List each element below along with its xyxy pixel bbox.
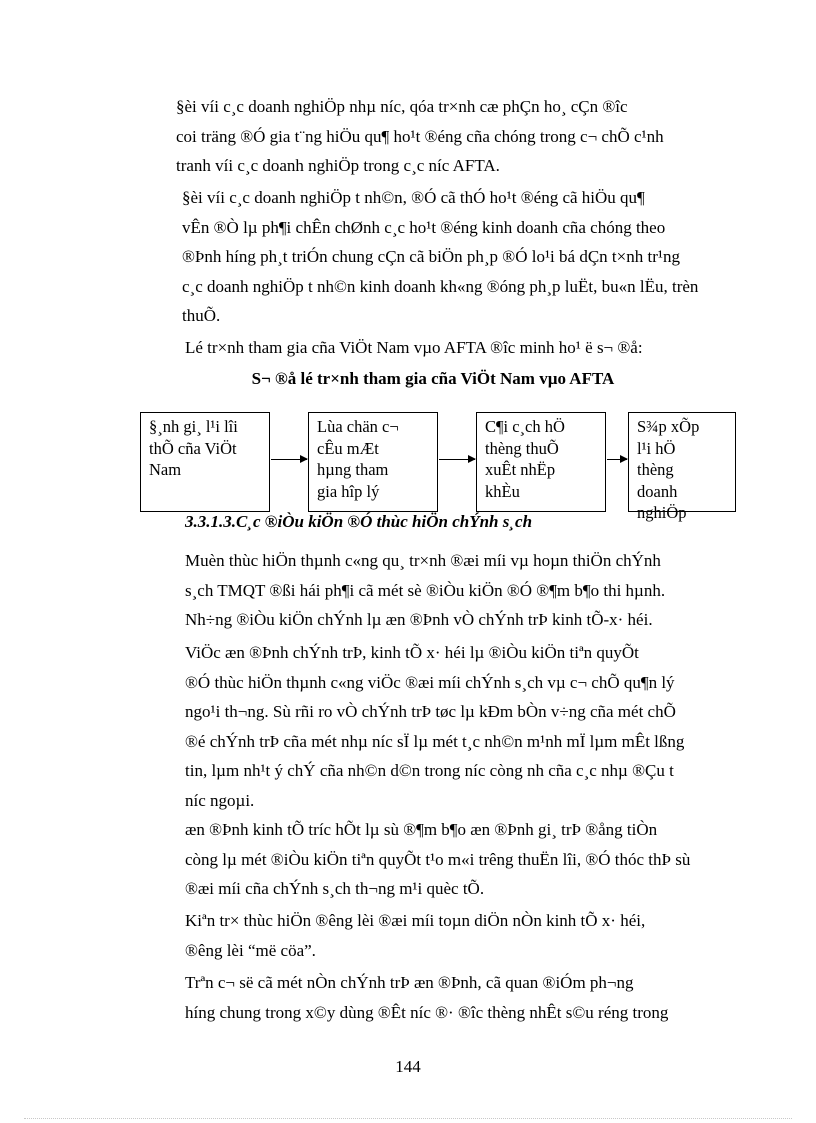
box-text-line: cÊu mÆt: [317, 438, 379, 458]
box-text-line: Lùa chän c¬: [317, 417, 399, 436]
diagram-caption: S¬ ®å lé tr×nh tham gia cña ViÖt Nam vµo AFTA: [251, 369, 615, 388]
text-line: ®êng lèi “më cöa”.: [185, 940, 316, 960]
paragraph-political-stability: [138, 638, 728, 815]
text-line: Kiªn tr× thùc hiÖn ®êng lèi ®æi míi toµn diÖn nÒn kinh tÕ x· héi,: [185, 911, 646, 930]
box-text-line: thÕ cña ViÖt: [149, 438, 237, 458]
diagram-box-select-goods: [308, 412, 438, 512]
arrow-icon: [439, 459, 475, 460]
box-text-line: nghiÖp: [637, 503, 687, 522]
paragraph-economic-stability: [138, 815, 728, 904]
section-heading: 3.3.1.3.C¸c ®iÒu kiÖn ®Ó thùc hiÖn chÝnh s¸ch: [185, 512, 533, 531]
text-line: tranh víi c¸c doanh nghiÖp trong c¸c níc AFTA.: [176, 156, 500, 175]
box-text-line: xuÊt nhËp: [485, 460, 556, 479]
box-text-line: Nam: [149, 460, 182, 479]
paragraph-roadmap-intro: [138, 333, 728, 363]
paragraph-political-foundation: [138, 968, 728, 1027]
text-line: híng chung trong x©y dùng ®Êt níc ®· ®îc thèng nhÊt s©u réng trong: [185, 1002, 669, 1022]
text-line: §èi víi c¸c doanh nghiÖp nhµ níc, qóa tr×nh cæ phÇn ho¸ cÇn ®îc: [176, 97, 628, 116]
paragraph-conditions: [138, 546, 728, 635]
arrow-icon: [607, 459, 627, 460]
text-line: níc ngoµi.: [185, 790, 255, 810]
text-line: æn ®Þnh kinh tÕ tríc hÕt lµ sù ®¶m b¶o æn ®Þnh gi¸ trÞ ®ång tiÒn: [185, 820, 658, 839]
text-line: còng lµ mét ®iÒu kiÖn tiªn quyÕt t¹o m«i trêng thuËn lîi, ®Ó thóc thÞ sù: [185, 849, 691, 869]
paragraph-private-enterprises: [138, 183, 728, 331]
box-text-line: hµng tham: [317, 460, 389, 479]
box-text-line: §¸nh gi¸ l¹i lîi: [149, 417, 238, 436]
diagram-box-restructure-enterprises: [628, 412, 736, 522]
text-line: Lé tr×nh tham gia cña ViÖt Nam vµo AFTA ®îc minh ho¹ ë s¬ ®å:: [185, 338, 643, 357]
paragraph-open-door-policy: [138, 906, 728, 965]
text-line: c¸c doanh nghiÖp t nh©n kinh doanh kh«ng ®óng ph¸p luËt, bu«n lËu, trèn: [182, 276, 699, 296]
page-number: 144: [395, 1057, 421, 1076]
text-line: Nh÷ng ®iÒu kiÖn chÝnh lµ æn ®Þnh vÒ chÝnh trÞ kinh tÕ-x· héi.: [185, 610, 653, 629]
box-text-line: C¶i c¸ch hÖ: [485, 417, 565, 436]
text-line: ngo¹i th¬ng. Sù rñi ro vÒ chÝnh trÞ tøc lµ kÐm bÒn v÷ng cña mét chÕ: [185, 702, 676, 721]
text-line: ®Þnh híng ph¸t triÓn chung cÇn cã biÖn ph¸p ®Ó lo¹i bá dÇn t×nh tr¹ng: [182, 247, 680, 266]
box-text-line: thèng: [637, 460, 674, 479]
box-text-line: l¹i hÖ: [637, 438, 676, 458]
text-line: ®æi míi cña chÝnh s¸ch th¬ng m¹i quèc tÕ.: [185, 879, 485, 898]
box-text-line: doanh: [637, 481, 678, 501]
text-line: ®Ó thùc hiÖn thµnh c«ng viÖc ®æi míi chÝnh s¸ch vµ c¬ chÕ qu¶n lý: [185, 672, 675, 692]
text-line: s¸ch TMQT ®ßi hái ph¶i cã mét sè ®iÒu kiÖn ®Ó ®¶m b¶o thi hµnh.: [185, 580, 666, 600]
box-text-line: khÈu: [485, 481, 520, 501]
text-line: coi träng ®Ó gia t¨ng hiÖu qu¶ ho¹t ®éng cña chóng trong c¬ chÕ c¹nh: [176, 126, 664, 146]
text-line: vÊn ®Ò lµ ph¶i chÊn chØnh c¸c ho¹t ®éng kinh doanh cña chóng theo: [182, 217, 666, 237]
text-line: Trªn c¬ së cã mét nÒn chÝnh trÞ æn ®Þnh, cã quan ®iÓm ph¬ng: [185, 973, 634, 992]
box-text-line: thèng thuÕ: [485, 438, 559, 458]
text-line: §èi víi c¸c doanh nghiÖp t nh©n, ®Ó cã thÓ ho¹t ®éng cã hiÖu qu¶: [182, 188, 645, 207]
diagram-box-tax-reform: [476, 412, 606, 512]
footer-divider: [24, 1118, 792, 1119]
text-line: ViÖc æn ®Þnh chÝnh trÞ, kinh tÕ x· héi lµ ®iÒu kiÖn tiªn quyÕt: [185, 643, 639, 662]
diagram-box-evaluate-advantages: [140, 412, 270, 512]
box-text-line: S¾p xÕp: [637, 417, 700, 436]
arrow-icon: [271, 459, 307, 460]
paragraph-state-enterprises: [138, 92, 728, 181]
text-line: tin, lµm nh¹t ý chÝ cña nh©n d©n trong níc còng nh cña c¸c nhµ ®Çu t: [185, 761, 674, 780]
text-line: ®é chÝnh trÞ cña mét nhµ níc sÏ lµ mét t¸c nh©n m¹nh mÏ lµm mÊt lßng: [185, 731, 685, 751]
text-line: thuÕ.: [182, 306, 221, 325]
text-line: Muèn thùc hiÖn thµnh c«ng qu¸ tr×nh ®æi míi vµ hoµn thiÖn chÝnh: [185, 551, 661, 570]
box-text-line: gia hîp lý: [317, 481, 380, 501]
